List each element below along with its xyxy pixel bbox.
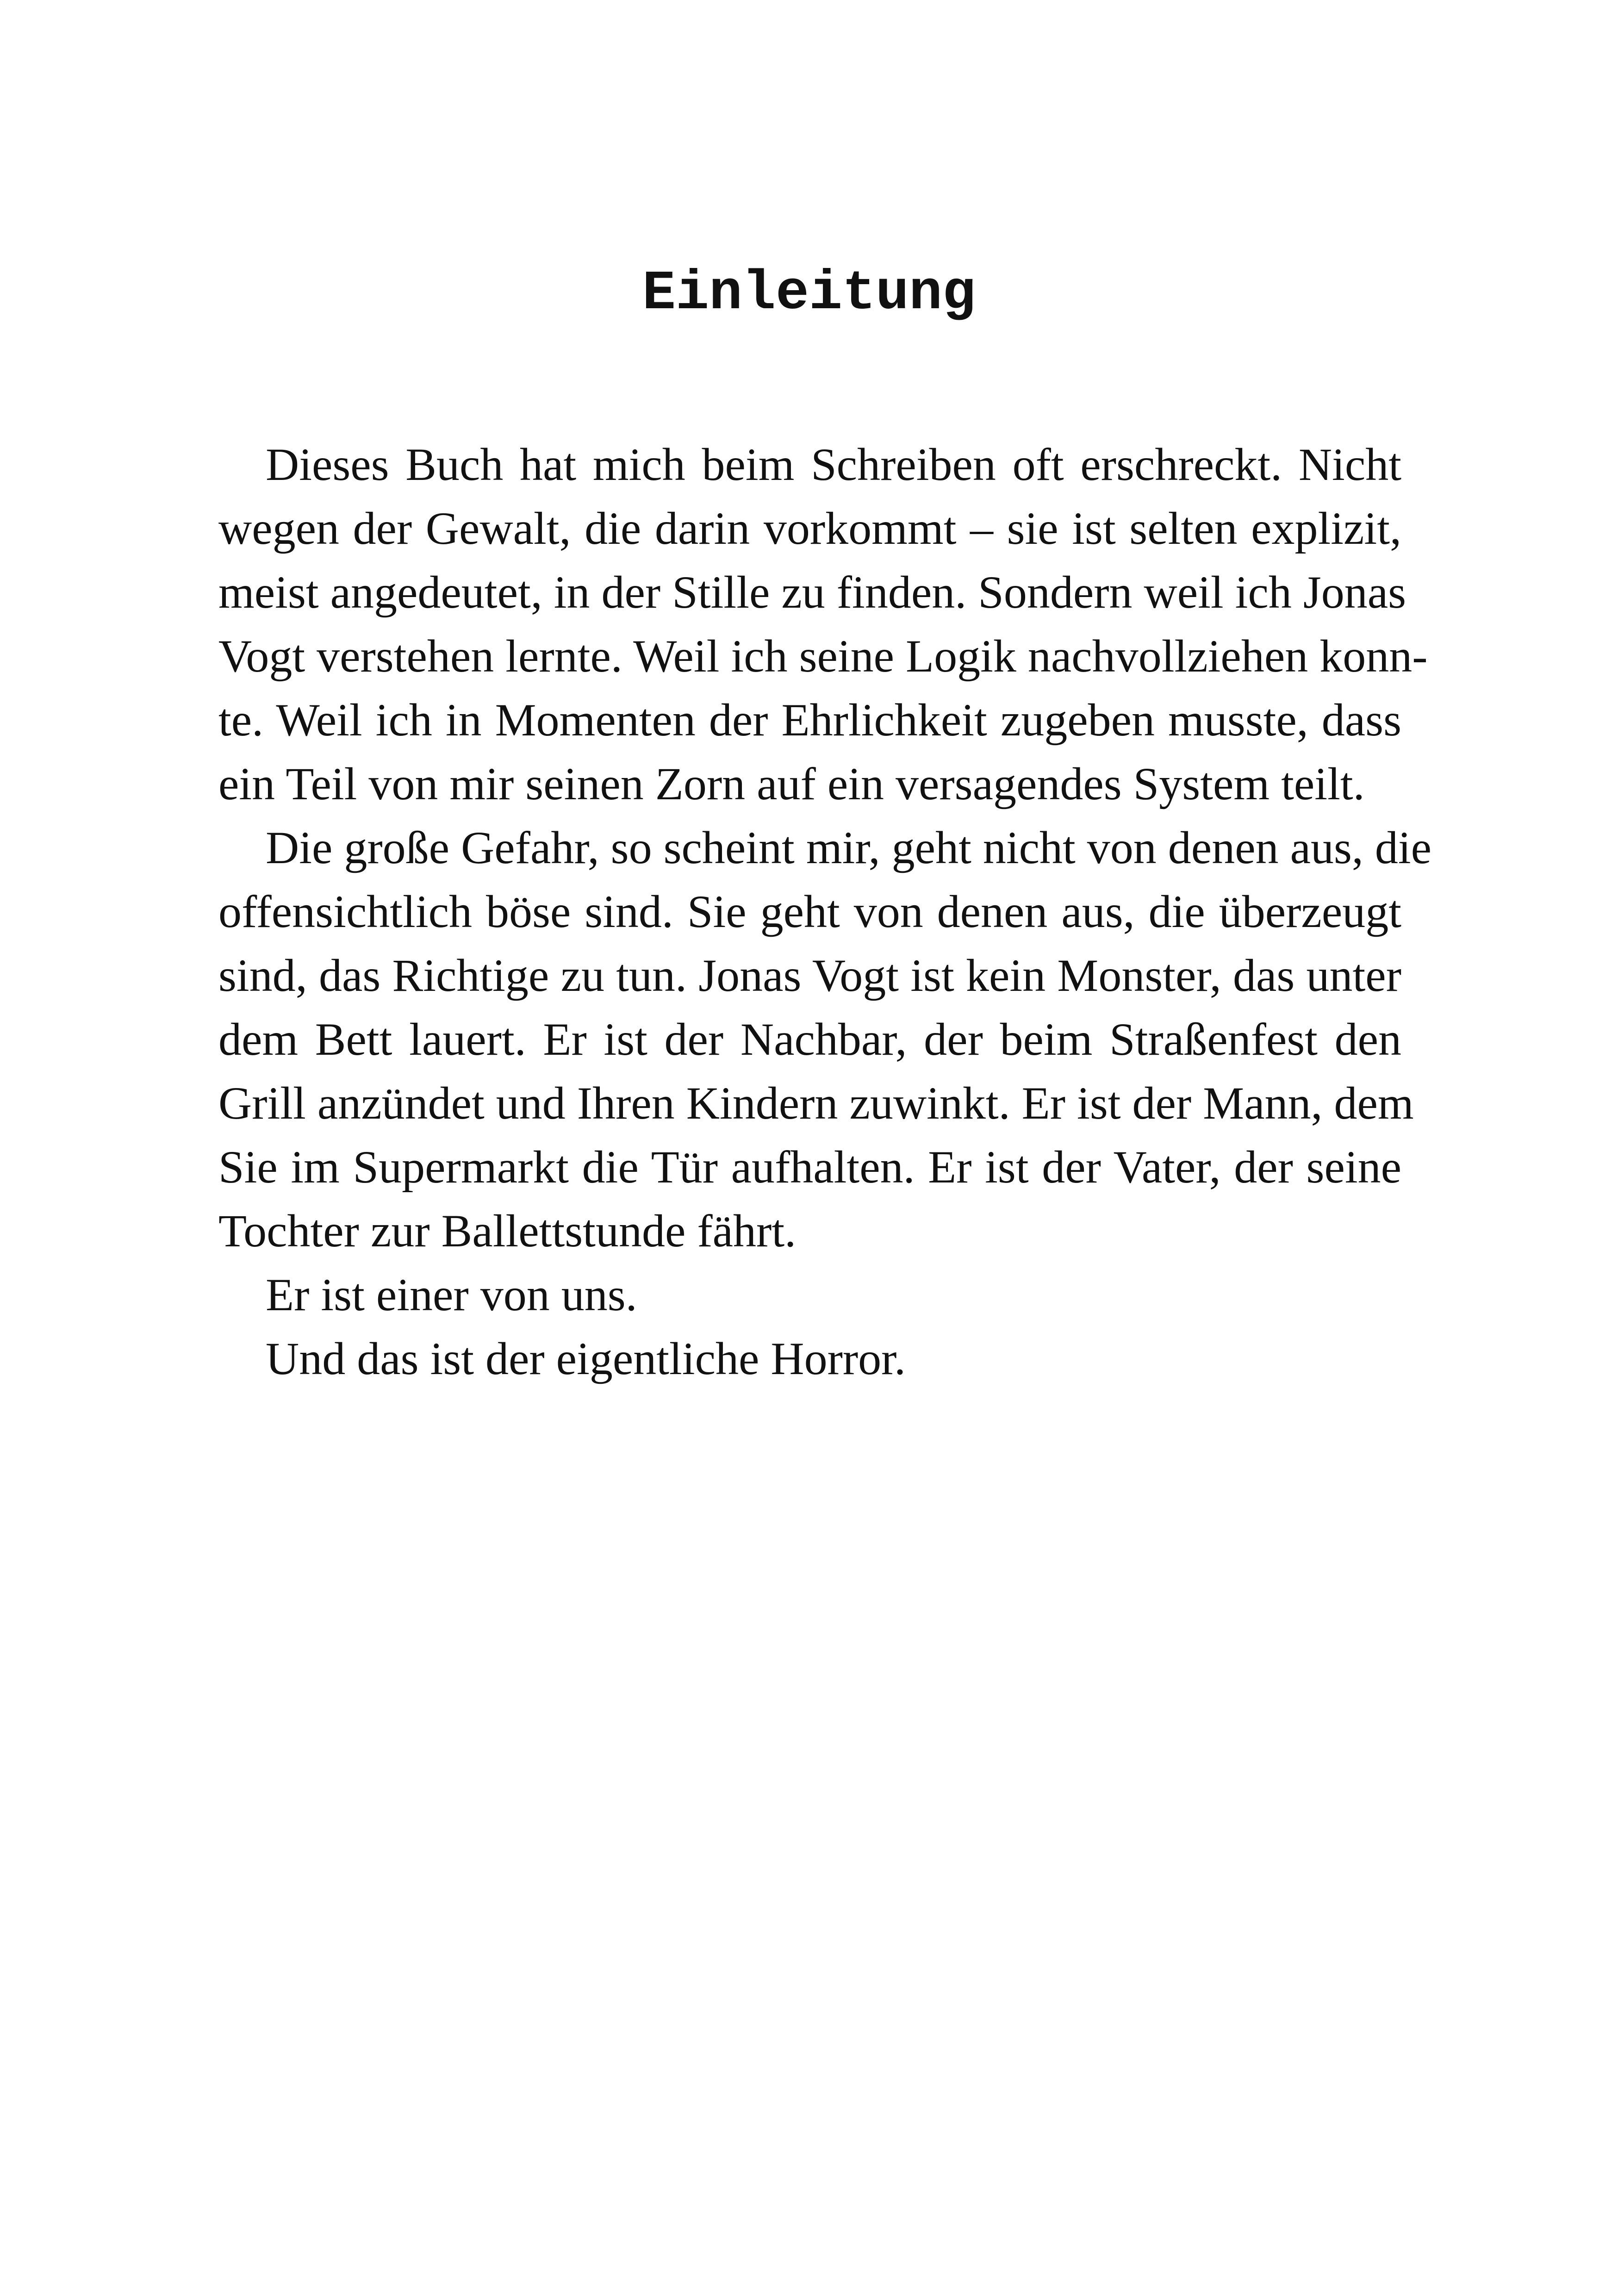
chapter-title: Einleitung: [642, 262, 976, 325]
text-line: ein Teil von mir seinen Zorn auf ein versagendes System teilt.: [218, 758, 1365, 809]
paragraph: [218, 1263, 1401, 1327]
text-line: meist angedeutet, in der Stille zu finden. Sondern weil ich Jonas: [218, 566, 1406, 618]
text-line: te. Weil ich in Momenten der Ehrlichkeit zugeben musste, dass: [218, 694, 1401, 746]
paragraph: [218, 816, 1432, 1263]
text-line: dem Bett lauert. Er ist der Nachbar, der beim Straßenfest den: [218, 1014, 1401, 1065]
chapter-body: [218, 433, 1432, 1391]
text-line: Sie im Supermarkt die Tür aufhalten. Er ist der Vater, der seine: [218, 1141, 1401, 1193]
paragraph: [218, 433, 1428, 816]
text-line: Vogt verstehen lernte. Weil ich seine Logik nachvollziehen konn-: [218, 630, 1428, 682]
text-line: sind, das Richtige zu tun. Jonas Vogt ist kein Monster, das unter: [218, 950, 1401, 1001]
text-line: offensichtlich böse sind. Sie geht von denen aus, die überzeugt: [218, 886, 1401, 937]
text-line: Grill anzündet und Ihren Kindern zuwinkt. Er ist der Mann, dem: [218, 1077, 1414, 1129]
text-line: Und das ist der eigentliche Horror.: [266, 1333, 906, 1384]
paragraph: [218, 1327, 1401, 1391]
text-line: Dieses Buch hat mich beim Schreiben oft erschreckt. Nicht: [266, 439, 1401, 490]
text-line: wegen der Gewalt, die darin vorkommt – sie ist selten explizit,: [218, 503, 1401, 554]
text-line: Tochter zur Ballettstunde fährt.: [218, 1205, 797, 1257]
text-line: Er ist einer von uns.: [266, 1269, 637, 1320]
text-line: Die große Gefahr, so scheint mir, geht nicht von denen aus, die: [266, 822, 1432, 873]
